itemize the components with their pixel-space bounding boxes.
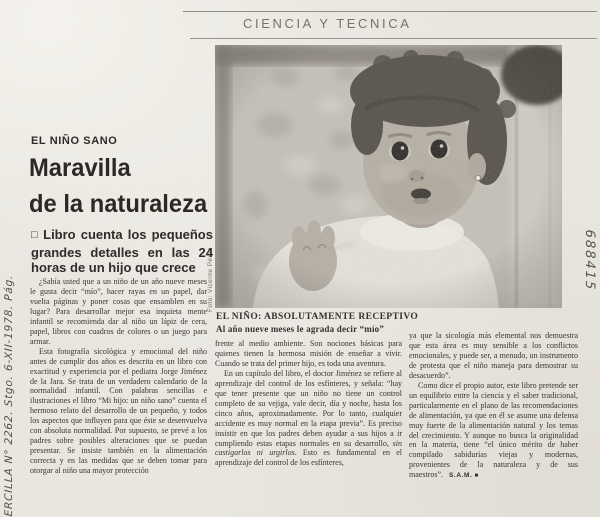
article-headline (29, 150, 219, 222)
section-header: CIENCIA Y TECNICA (243, 16, 412, 31)
paragraph: Esta fotografía sicológica y emocional del niño antes de cumplir dos años es descrita en un libro con exactitud y experiencia por el pediatra Jorge Jiménez de la Jara. Se trata de un verdadero calendario de la normalidad infantil. Con palabras sencillas e ilustraciones el libro “Mi hijo: un niño sano” cuenta el hermoso relato del desarrollo de un pequeño, y todos los aspectos que influyen para que éste se desenvuelva con absoluta normalidad. Por supuesto, se prevé a los padres sobre posibles alteraciones que se puedan presentar. Se insiste también en la alimentación correcta y en las medidas que se deben tomar para otorgar al niño una mayor protección (30, 346, 207, 476)
body-column-left (30, 277, 207, 476)
photo-caption-title: EL NIÑO: ABSOLUTAMENTE RECEPTIVO (216, 312, 419, 322)
paragraph: ¿Sabía usted que a un niño de un año nueve meses le gusta decir “mío”, hacer rayas en un papel, dar vuelta páginas y poner cosas que ensamblen en su lugar? Para desarrollar mejor esa inquieta mente infantil se recomienda dar al niño un lápiz de cera, papel, libros con cuadros de colores o un juego para armar. (30, 277, 207, 346)
baby-photo-illustration (215, 45, 562, 308)
paragraph-text: . Esto es fundamental en el aprendizaje del control de los esfínteres, (215, 448, 402, 468)
header-top-rule (183, 11, 597, 12)
article-kicker: EL NIÑO SANO (31, 135, 118, 147)
end-mark-icon: ■ (474, 473, 479, 480)
paragraph: ya que la sicología más elemental nos demuestra que esta área es muy sensible a los conflictos emocionales, y puede ser, a menudo, un instrumento de protesta que el niño maneja para demostrar su desacuerdo”. (409, 331, 578, 380)
body-column-middle (215, 339, 402, 468)
article-deck (31, 227, 213, 276)
paragraph-italic-text: sin castigarlos ni urgirlos (215, 438, 402, 458)
paragraph-text: Como dice el propio autor, este libro pretende ser un equilibrio entre la ciencia y el saber tradicional, particularmente en el plano de las recomendaciones de alimentación, ya que en él se asume una defensa muy fuerte de la alimentación natural y los temas del crecimiento. Y aunque no busca la originalidad en la materia, tiene “el único mérito de haber compilado sabidurías viejas y modernas, provenientes de la naturaleza y de sus maestros”. (409, 380, 578, 480)
headline-line-2: de la naturaleza (29, 190, 208, 218)
photo-caption-subtitle: Al año nueve meses le agrada decir “mío” (216, 324, 385, 334)
paragraph-text: En un capítulo del libro, el doctor Jiménez se refiere al aprendizaje del control de los esfínteres, y señala: “hay que tener presente que un niño no tiene un control completo de su vejiga, vale decir, día y noche, hasta los cinco años, aproximadamente. Por lo tanto, cualquier accidente es muy normal en la etapa previa”. Es preciso insistir en que los padres deben ayudar a sus hijos a ir cumpliendo estas etapas normales en su desarrollo, (215, 368, 402, 448)
photo-credit: Foto: Vicente Pérez (207, 247, 214, 312)
author-initials: S.A.M. (449, 472, 473, 480)
paragraph: frente al medio ambiente. Son nociones básicas para quienes tienen la hermosa misión de enseñar a vivir. Cuando se trata del primer hijo, es toda una aventura. (215, 339, 402, 368)
article-deck-text: Libro cuenta los pequeños grandes detalles en las 24 horas de un hijo que crece (31, 227, 213, 275)
headline-line-1: Maravilla (29, 154, 131, 182)
header-bottom-rule (190, 38, 597, 39)
handwritten-catalog-number: 688415 (582, 229, 597, 292)
handwritten-archive-note: ERCILLA N° 2262. Stgo. 6-XII-1978. Pág. (3, 274, 15, 517)
baby-photo (215, 45, 562, 308)
paragraph (215, 369, 402, 469)
body-column-right (409, 331, 578, 482)
square-bullet-icon: □ (31, 229, 40, 241)
paragraph (409, 381, 578, 483)
